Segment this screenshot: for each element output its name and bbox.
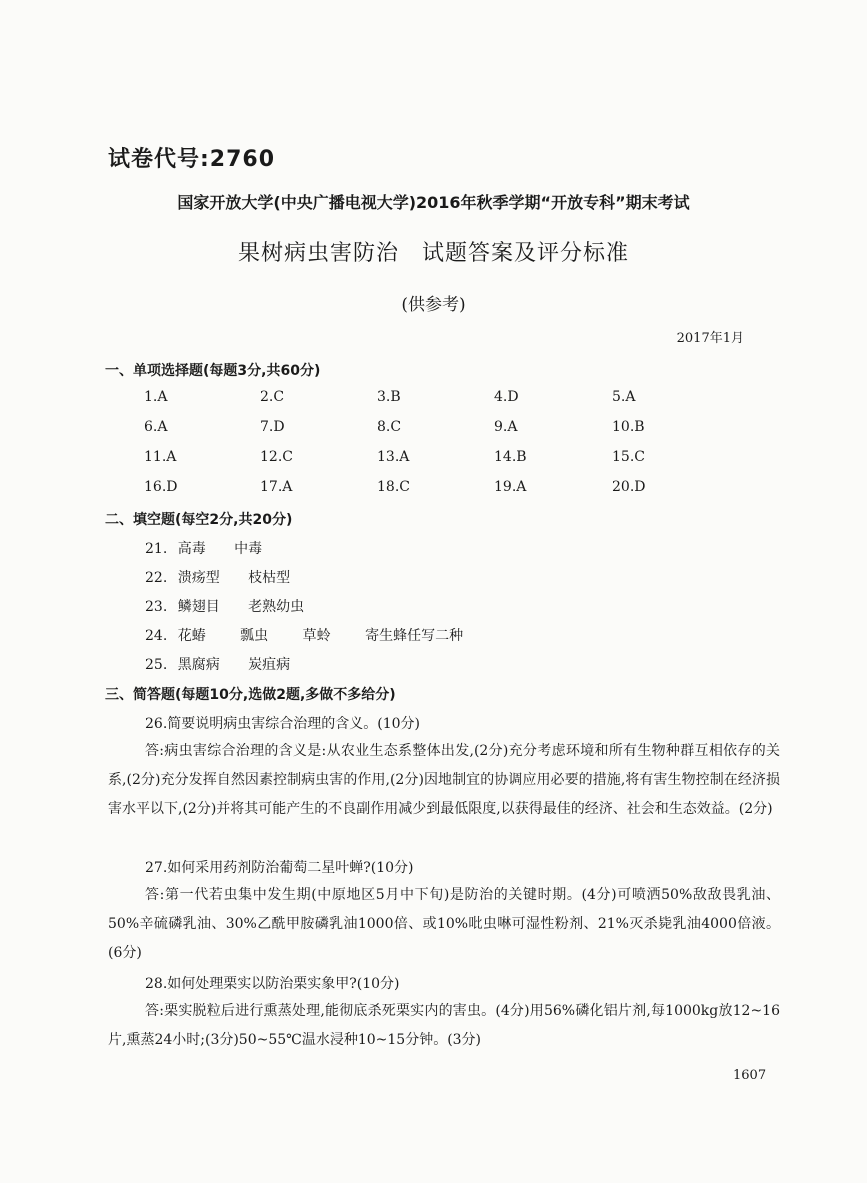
answer-1: 1.A: [144, 389, 168, 405]
paper-code: 试卷代号:2760: [108, 147, 276, 172]
fill-item-22: [145, 567, 290, 587]
answer-27: [108, 881, 780, 968]
answer-13: 13.A: [377, 449, 410, 465]
section2-title: 二、填空题(每空2分,共20分): [105, 512, 293, 528]
answer-11: 11.A: [144, 449, 177, 465]
answer-15: 15.C: [612, 449, 645, 465]
exam-subtitle: 果树病虫害防治 试题答案及评分标准: [237, 241, 629, 266]
answer-4: 4.D: [494, 389, 519, 405]
answer-9: 9.A: [494, 419, 518, 435]
fill-answer: 鳞翅目: [177, 599, 220, 615]
answer-28-text: 答:栗实脱粒后进行熏蒸处理,能彻底杀死栗实内的害虫。(4分)用56%磷化铝片剂,每1000kg放12~16片,熏蒸24小时;(3分)50~55℃温水浸种10~15分钟。(3分): [108, 1003, 780, 1048]
answer-20: 20.D: [612, 479, 646, 495]
answer-7: 7.D: [260, 419, 285, 435]
answer-12: 12.C: [260, 449, 293, 465]
answer-2: 2.C: [260, 389, 285, 405]
fill-answer: 老熟幼虫: [248, 599, 305, 615]
answer-10: 10.B: [612, 419, 645, 435]
answer-26-text: 答:病虫害综合治理的含义是:从农业生态系整体出发,(2分)充分考虑环境和所有生物种群互相依存的关系,(2分)充分发挥自然因素控制病虫害的作用,(2分)因地制宜的协调应用必要的措施,将有害生物控制在经济损害水平以下,(2分)并将其可能产生的不良副作用减少到最低限度,以获得最佳的经济、社会和生态效益。(2分): [108, 743, 780, 817]
fill-answer: 黑腐病: [177, 657, 220, 673]
question-28: 28.如何处理栗实以防治栗实象甲?(10分): [145, 976, 400, 992]
fill-num: 23.: [145, 599, 168, 615]
fill-answer: 寄生蜂任写二种: [365, 628, 464, 644]
fill-item-25: [145, 654, 290, 674]
answer-18: 18.C: [377, 479, 410, 495]
fill-num: 25.: [145, 657, 168, 673]
fill-answer: 草蛉: [302, 628, 331, 644]
answer-6: 6.A: [144, 419, 168, 435]
question-27: 27.如何采用药剂防治葡萄二星叶蝉?(10分): [145, 860, 414, 876]
answer-16: 16.D: [144, 479, 178, 495]
fill-answer: 中毒: [234, 541, 263, 557]
section3-title: 三、简答题(每题10分,选做2题,多做不多给分): [105, 687, 396, 703]
fill-answer: 溃疡型: [177, 570, 220, 586]
page-number: 1607: [733, 1068, 767, 1083]
answer-26: [108, 737, 780, 824]
fill-answer: 花蝽: [177, 628, 206, 644]
exam-header: 国家开放大学(中央广播电视大学)2016年秋季学期“开放专科”期末考试: [177, 193, 690, 212]
exam-date: 2017年1月: [676, 331, 744, 346]
fill-answer: 瓢虫: [240, 628, 269, 644]
answer-28: [108, 997, 780, 1055]
fill-num: 22.: [145, 570, 168, 586]
question-26: 26.简要说明病虫害综合治理的含义。(10分): [145, 716, 421, 732]
fill-num: 24.: [145, 628, 168, 644]
answer-8: 8.C: [377, 419, 402, 435]
fill-item-21: [145, 538, 262, 558]
reference-note: (供参考): [401, 295, 466, 315]
fill-item-24: [145, 625, 463, 645]
fill-num: 21.: [145, 541, 168, 557]
fill-item-23: [145, 596, 304, 616]
answer-27-text: 答:第一代若虫集中发生期(中原地区5月中下旬)是防治的关键时期。(4分)可喷洒50%敌敌畏乳油、50%辛硫磷乳油、30%乙酰甲胺磷乳油1000倍、或10%吡虫啉可湿性粉剂、21%灭杀毙乳油4000倍液。(6分): [108, 887, 780, 961]
fill-answer: 高毒: [177, 541, 206, 557]
answer-19: 19.A: [494, 479, 527, 495]
answer-14: 14.B: [494, 449, 527, 465]
fill-answer: 枝枯型: [248, 570, 291, 586]
answer-3: 3.B: [377, 389, 401, 405]
answer-17: 17.A: [260, 479, 293, 495]
section1-title: 一、单项选择题(每题3分,共60分): [105, 363, 321, 379]
answer-5: 5.A: [612, 389, 636, 405]
fill-answer: 炭疽病: [248, 657, 291, 673]
